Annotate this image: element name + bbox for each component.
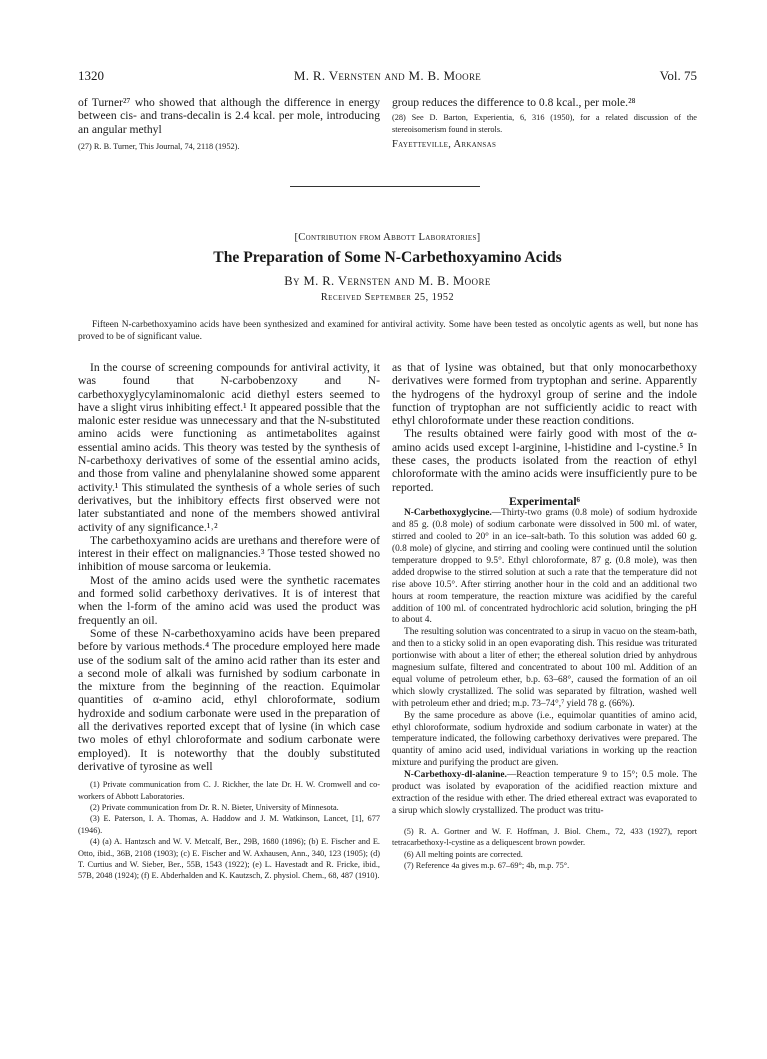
footnotes-left (78, 779, 380, 882)
footnote-1: (1) Private communication from C. J. Rickher, the late Dr. H. W. Cromwell and co-workers of Abbott Laboratories. (78, 780, 380, 801)
previous-text-right: group reduces the difference to 0.8 kcal., per mole.²⁸ (392, 96, 636, 109)
footnote-7: (7) Reference 4a gives m.p. 67–69°; 4b, m.p. 75°. (404, 861, 570, 871)
footnote-28: (28) See D. Barton, Experientia, 6, 316 (1950), for a related discussion of the stereoisomerism found in sterols. (392, 113, 697, 134)
paragraph-intro: In the course of screening compounds for antiviral activity, it was found that N-carbobenzoxy and N-carbethoxyglycylaminomalonic acid diethyl esters seemed to have a slight virus inhibiting effect.¹ It appeared possible that the malonic ester residue was unnecessary and that the N-substituted amino acids were functioning as antimetabolites against essential amino acids. This theory was tested by the synthesis of N-carbethoxy derivatives of some of the essential amino acids, and those from valine and phenylalanine showed some apparent activity.¹ This stimulated the synthesis of a whole series of such derivatives, but the inhibitory effects first observed were not later substantiated and none of the members showed antiviral activity of any significance.¹˒² (78, 361, 380, 534)
paragraph-racemates: Most of the amino acids used were the synthetic racemates and formed solid carbethoxy derivatives. It is of interest that when the l-form of the amino acid was used the product was frequently an oil. (78, 573, 380, 627)
abstract: Fifteen N-carbethoxyamino acids have been synthesized and examined for antiviral activity. Some have been tested as oncolytic agents as well, but none has proved to be of significant value. (78, 320, 698, 342)
previous-article-left (78, 96, 380, 152)
previous-text-left: of Turner²⁷ who showed that although the difference in energy between cis- and trans-decalin is 2.4 kcal. per mole, introducing an angular methyl (78, 96, 380, 136)
footnote-5: (5) R. A. Gortner and W. F. Hoffman, J. Biol. Chem., 72, 433 (1927), report tetracarbethoxy-l-cystine as a deliquescent brown powder. (392, 826, 697, 848)
author-location: Fayetteville, Arkansas (392, 139, 497, 151)
experimental-heading: Experimental⁶ (508, 494, 581, 508)
footnote-6: (6) All melting points are corrected. (404, 849, 523, 859)
footnote-4: (4) (a) A. Hantzsch and W. V. Metcalf, Ber., 29B, 1680 (1896); (b) E. Fischer and E. Otto, ibid., 36B, 2108 (1903); (c) E. Fischer and W. Axhausen, Ann., 340, 123 (1905); (d) T. Curtius and W. Sieber, Ber., 55B, 1543 (1922); (e) L. Havestadt and R. Fricke, ibid., 57B, 2048 (1924); (f) E. Abderhalden and K. Kautzsch, Z. physiol. Chem., 68, 487 (1910). (78, 837, 380, 881)
byline: By M. R. Vernsten and M. B. Moore (284, 274, 491, 288)
running-header (78, 68, 697, 86)
body-left-column (78, 361, 380, 882)
article-title: The Preparation of Some N-Carbethoxyamino Acids (213, 249, 562, 266)
general-procedure: By the same procedure as above (i.e., equimolar quantities of amino acid, ethyl chloroformate, sodium hydroxide and sodium carbonate in water) at the temperature indicated, the following carbethoxy derivatives were prepared. The quantity of amino acid used, individual variations in working up the reaction mixture and purifying the product are given. (392, 710, 697, 769)
glycine-heading: N-Carbethoxyglycine. (404, 508, 492, 519)
received-date: Received September 25, 1952 (320, 292, 455, 303)
previous-article-right (392, 96, 697, 151)
contribution-line: [Contribution from Abbott Laboratories] (294, 232, 481, 243)
glycine-procedure: —Thirty-two grams (0.8 mole) of sodium hydroxide and 85 g. (0.8 mole) of sodium carbonate were dissolved in 500 ml. of water, stirred and cooled to 20° in an ice–salt-bath. To this solution was added 60 g. (0.8 mole) of glycine, and stirring and cooling were continued until the solution temperature dropped to 9.5°. Ethyl chloroformate, 87 g. (0.8 mole), was then added dropwise to the stirred solution at such a rate that the temperature did not rise above 10.5°. After stirring another hour in the cold and an additional two hours at room temperature, the reaction mixture was acidified by the careful addition of 100 ml. of concentrated hydrochloric acid solution, bringing the pH to about 4. (392, 508, 697, 626)
experimental-text (392, 508, 697, 818)
footnote-27: (27) R. B. Turner, This Journal, 74, 2118 (1952). (78, 141, 240, 151)
alanine-heading: N-Carbethoxy-dl-alanine. (404, 770, 507, 781)
paragraph-urethans: The carbethoxyamino acids are urethans and therefore were of interest in their effect on malignancies.³ Those tested showed no inhibition of mouse sarcoma or leukemia. (78, 533, 380, 574)
footnotes-right (392, 826, 697, 872)
footnote-3: (3) E. Paterson, I. A. Thomas, A. Haddow and J. M. Watkinson, Lancet, [1], 677 (1946). (78, 814, 380, 835)
section-divider (290, 186, 480, 187)
footnote-2: (2) Private communication from Dr. R. N. Bieter, University of Minnesota. (90, 803, 339, 813)
paragraph-lysine: as that of lysine was obtained, but that only monocarbethoxy derivatives were formed from tryptophan and serine. Apparently the hydrogens of the hydroxyl group of serine and the indole function of tryptophan are not sufficiently acidic to react with ethyl chloroformate under these reaction conditions. (392, 361, 697, 428)
paragraph-results: The results obtained were fairly good with most of the α-amino acids used except l-arginine, l-histidine and l-cystine.⁵ In these cases, the products isolated from the reaction of ethyl chloroformate with the amino acids were insufficiently pure to be reported. (392, 427, 697, 494)
alanine-procedure: —Reaction temperature 9 to 15°; 0.5 mole. The product was isolated by evaporation of the acidified reaction mixture and extraction of the residue with ether. The dried ethereal extract was evaporated to a sirup which slowly crystallized. The product was tritu- (392, 770, 697, 816)
page-number: 1320 (78, 68, 104, 83)
volume-number: Vol. 75 (659, 68, 697, 83)
body-right-column (392, 361, 697, 871)
paragraph-procedure: Some of these N-carbethoxyamino acids have been prepared before by various methods.⁴ The procedure employed here made use of the sodium salt of the amino acid rather than its ester and a second mole of alkali was furnished by sodium carbonate in the mixture from the beginning of the reaction. Equimolar quantities of α-amino acid, ethyl chloroformate, sodium hydroxide and sodium carbonate were used in the preparation of all the derivatives reported except that of lysine (in which case two moles of ethyl chloroformate and sodium carbonate were employed). It is noteworthy that the doubly substituted derivative of tyrosine as well (78, 626, 380, 773)
running-head-authors: M. R. Vernsten and M. B. Moore (293, 68, 482, 83)
workup-paragraph: The resulting solution was concentrated to a sirup in vacuo on the steam-bath, and then to a sticky solid in an open evaporating dish. This residue was triturated portionwise with about a liter of ether; the ethereal solution dried by anhydrous magnesium sulfate, filtered and concentrated to about 100 ml. Addition of an equal volume of petroleum ether, b.p. 63–68°, caused the formation of an oil which slowly crystallized. The solid was separated by filtration, washed well with petroleum ether and dried; m.p. 73–74°,⁷ yield 78 g. (66%). (392, 627, 697, 709)
